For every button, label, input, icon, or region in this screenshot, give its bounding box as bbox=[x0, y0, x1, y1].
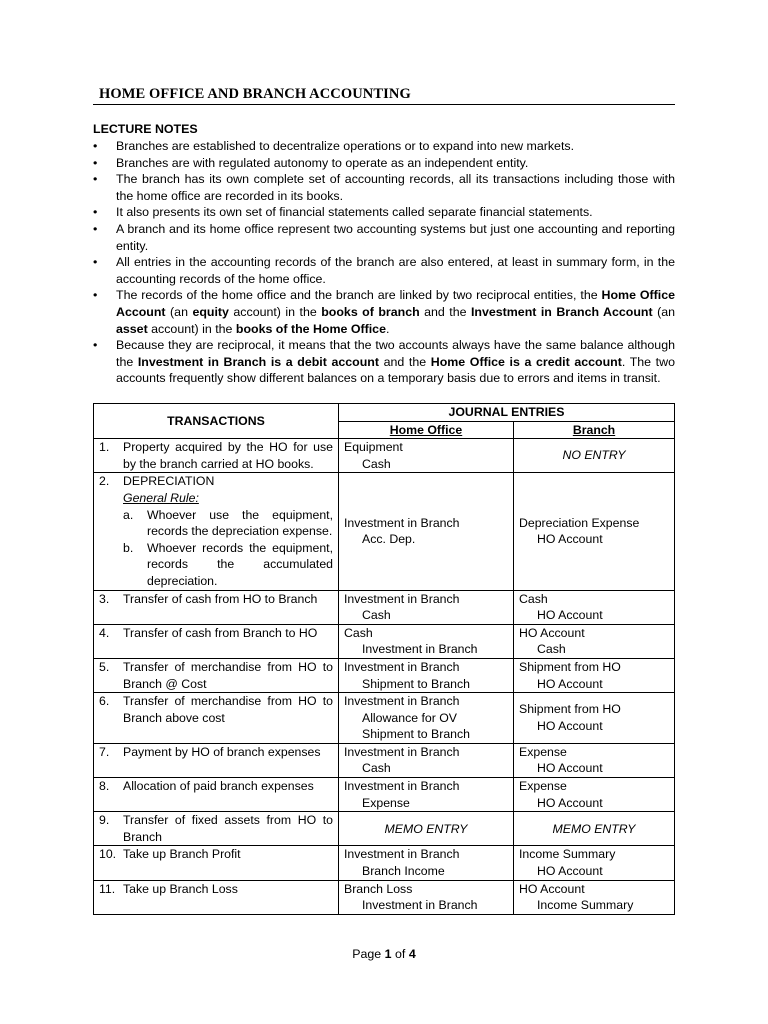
table-row: 10. Take up Branch Profit Investment in Branch Branch Income Income Summary HO Account bbox=[94, 846, 675, 880]
table-row: 2. DEPRECIATION General Rule: a. Whoever use the equipment, records the depreciation expense. b. Whoever records the equipment, records the accumulated depreciation. Investment in Branch Acc. Dep. Depreciation Expense HO Account bbox=[94, 473, 675, 590]
memo-entry: MEMO ENTRY bbox=[339, 812, 514, 846]
header-journal-entries: JOURNAL ENTRIES bbox=[339, 404, 675, 422]
table-row: 11. Take up Branch Loss Branch Loss Investment in Branch HO Account Income Summary bbox=[94, 880, 675, 914]
table-row: 9. Transfer of fixed assets from HO to Branch MEMO ENTRY MEMO ENTRY bbox=[94, 812, 675, 846]
journal-entries-table bbox=[93, 403, 675, 915]
table-row: 6. Transfer of merchandise from HO to Branch above cost Investment in Branch Allowance for OV Shipment to Branch Shipment from HO HO Account bbox=[94, 693, 675, 744]
bullet-item: • The branch has its own complete set of accounting records, all its transactions including those with the home office are recorded in its books. bbox=[93, 171, 675, 204]
table-row: 3. Transfer of cash from HO to Branch Investment in Branch Cash Cash HO Account bbox=[94, 590, 675, 624]
document-title: HOME OFFICE AND BRANCH ACCOUNTING bbox=[99, 86, 411, 102]
table-header-row bbox=[94, 404, 675, 422]
notes-bullet-list bbox=[93, 138, 675, 387]
table-row: 1. Property acquired by the HO for use by the branch carried at HO books. Equipment Cash NO ENTRY bbox=[94, 439, 675, 473]
bullet-item: • It also presents its own set of financial statements called separate financial statements. bbox=[93, 204, 675, 221]
bullet-item: • Branches are established to decentralize operations or to expand into new markets. bbox=[93, 138, 675, 155]
bullet-item: • A branch and its home office represent two accounting systems but just one accounting and reporting entity. bbox=[93, 221, 675, 254]
title-underline bbox=[93, 104, 675, 105]
no-entry: NO ENTRY bbox=[514, 439, 675, 473]
table-row: 8. Allocation of paid branch expenses Investment in Branch Expense Expense HO Account bbox=[94, 778, 675, 812]
bullet-item: • Branches are with regulated autonomy to operate as an independent entity. bbox=[93, 155, 675, 172]
table-row: 4. Transfer of cash from Branch to HO Cash Investment in Branch HO Account Cash bbox=[94, 624, 675, 658]
bullet-item: • The records of the home office and the branch are linked by two reciprocal entities, the Home Office Account (an equity account) in the books of branch and the Investment in Branch Account (an asset account) in the books of the Home Office. bbox=[93, 287, 675, 337]
header-home-office: Home Office bbox=[389, 422, 463, 437]
bullet-item: • All entries in the accounting records of the branch are also entered, at least in summary form, in the accounting records of the home office. bbox=[93, 254, 675, 287]
header-branch: Branch bbox=[572, 422, 616, 437]
lecture-notes bbox=[93, 121, 675, 387]
memo-entry: MEMO ENTRY bbox=[514, 812, 675, 846]
table-row: 7. Payment by HO of branch expenses Investment in Branch Cash Expense HO Account bbox=[94, 743, 675, 777]
notes-heading: LECTURE NOTES bbox=[93, 122, 198, 136]
page-footer: Page 1 of 4 bbox=[352, 947, 416, 961]
header-transactions: TRANSACTIONS bbox=[94, 404, 339, 439]
table-row: 5. Transfer of merchandise from HO to Branch @ Cost Investment in Branch Shipment to Branch Shipment from HO HO Account bbox=[94, 658, 675, 692]
bullet-item: • Because they are reciprocal, it means that the two accounts always have the same balance although the Investment in Branch is a debit account and the Home Office is a credit account. The two accounts frequently show different balances on a temporary basis due to errors and items in transit. bbox=[93, 337, 675, 387]
